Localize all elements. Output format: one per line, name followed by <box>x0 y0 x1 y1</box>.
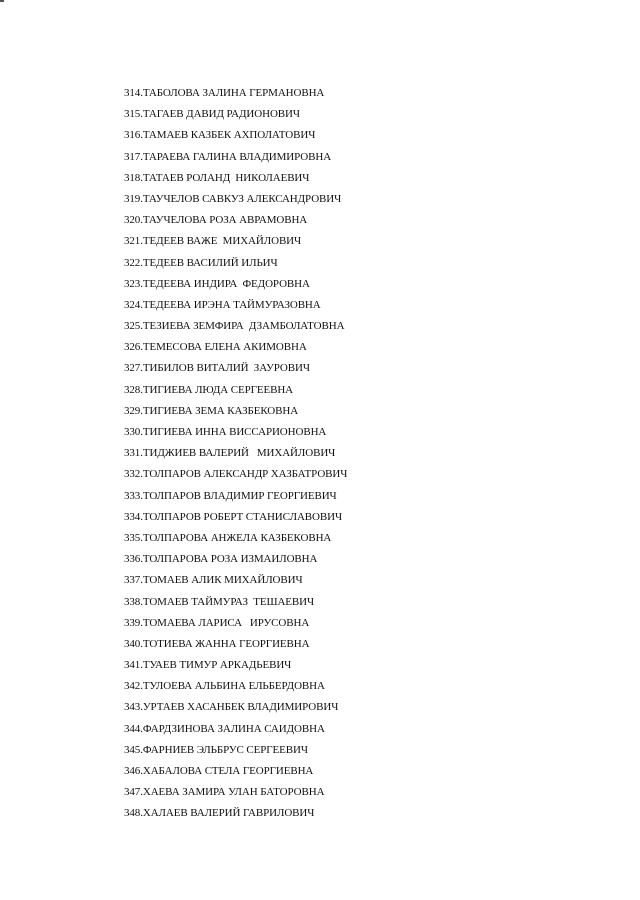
list-item: 333.ТОЛПАРОВ ВЛАДИМИР ГЕОРГИЕВИЧ <box>124 489 337 502</box>
list-item: 328.ТИГИЕВА ЛЮДА СЕРГЕЕВНА <box>124 383 294 396</box>
list-item: 339.ТОМАЕВА ЛАРИСА ИРУСОВНА <box>124 616 310 629</box>
scan-corner-mark <box>0 0 4 2</box>
list-item: 348.ХАЛАЕВ ВАЛЕРИЙ ГАВРИЛОВИЧ <box>124 807 315 820</box>
list-item: 318.ТАТАЕВ РОЛАНД НИКОЛАЕВИЧ <box>124 171 310 184</box>
list-item: 331.ТИДЖИЕВ ВАЛЕРИЙ МИХАЙЛОВИЧ <box>124 447 336 460</box>
list-item: 336.ТОЛПАРОВА РОЗА ИЗМАИЛОВНА <box>124 553 318 566</box>
list-item: 342.ТУЛОЕВА АЛЬБИНА ЕЛЬБЕРДОВНА <box>124 680 325 693</box>
list-item: 335.ТОЛПАРОВА АНЖЕЛА КАЗБЕКОВНА <box>124 531 332 544</box>
list-item: 325.ТЕЗИЕВА ЗЕМФИРА ДЗАМБОЛАТОВНА <box>124 320 345 333</box>
list-item: 326.ТЕМЕСОВА ЕЛЕНА АКИМОВНА <box>124 341 307 354</box>
list-item: 334.ТОЛПАРОВ РОБЕРТ СТАНИСЛАВОВИЧ <box>124 510 343 523</box>
list-item: 347.ХАЕВА ЗАМИРА УЛАН БАТОРОВНА <box>124 786 325 799</box>
list-item: 330.ТИГИЕВА ИННА ВИССАРИОНОВНА <box>124 426 327 438</box>
list-item: 329.ТИГИЕВА ЗЕМА КАЗБЕКОВНА <box>124 404 299 417</box>
list-item: 341.ТУАЕВ ТИМУР АРКАДЬЕВИЧ <box>124 659 292 672</box>
list-item: 319.ТАУЧЕЛОВ САВКУЗ АЛЕКСАНДРОВИЧ <box>124 192 342 205</box>
list-item: 345.ФАРНИЕВ ЭЛЬБРУС СЕРГЕЕВИЧ <box>124 743 308 756</box>
list-item: 314.ТАБОЛОВА ЗАЛИНА ГЕРМАНОВНА <box>124 87 325 99</box>
list-item: 344.ФАРДЗИНОВА ЗАЛИНА САИДОВНА <box>124 722 325 735</box>
list-item: 321.ТЕДЕЕВ ВАЖЕ МИХАЙЛОВИЧ <box>124 235 302 248</box>
list-item: 340.ТОТИЕВА ЖАННА ГЕОРГИЕВНА <box>124 637 310 650</box>
list-item: 337.ТОМАЕВ АЛИК МИХАЙЛОВИЧ <box>124 574 303 587</box>
list-item: 316.ТАМАЕВ КАЗБЕК АХПОЛАТОВИЧ <box>124 129 316 142</box>
list-item: 324.ТЕДЕЕВА ИРЭНА ТАЙМУРАЗОВНА <box>124 298 321 311</box>
list-item: 346.ХАБАЛОВА СТЕЛА ГЕОРГИЕВНА <box>124 765 314 777</box>
list-item: 322.ТЕДЕЕВ ВАСИЛИЙ ИЛЬИЧ <box>124 256 278 269</box>
list-item: 338.ТОМАЕВ ТАЙМУРАЗ ТЕШАЕВИЧ <box>124 595 315 608</box>
list-item: 317.ТАРАЕВА ГАЛИНА ВЛАДИМИРОВНА <box>124 150 332 163</box>
list-item: 343.УРТАЕВ ХАСАНБЕК ВЛАДИМИРОВИЧ <box>124 701 339 714</box>
list-item: 320.ТАУЧЕЛОВА РОЗА АВРАМОВНА <box>124 214 308 227</box>
list-item: 332.ТОЛПАРОВ АЛЕКСАНДР ХАЗБАТРОВИЧ <box>124 468 348 481</box>
list-item: 323.ТЕДЕЕВА ИНДИРА ФЕДОРОВНА <box>124 277 310 290</box>
name-list <box>124 83 347 825</box>
list-item: 315.ТАГАЕВ ДАВИД РАДИОНОВИЧ <box>124 108 300 121</box>
list-item: 327.ТИБИЛОВ ВИТАЛИЙ ЗАУРОВИЧ <box>124 362 310 375</box>
